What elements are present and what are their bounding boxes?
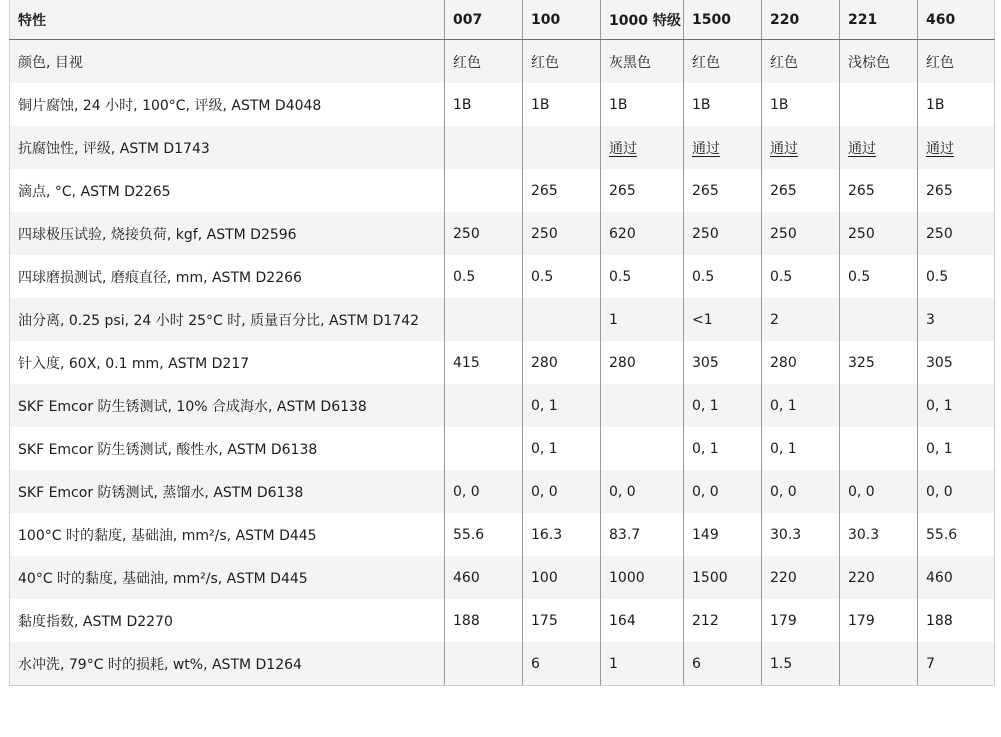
value-cell: 83.7 [601,513,684,556]
value-cell: 0, 1 [523,427,601,470]
value-cell: 415 [445,341,523,384]
header-row [10,0,995,40]
value-cell: 红色 [684,40,762,84]
value-cell: <1 [684,298,762,341]
value-cell: 红色 [918,40,995,84]
value-cell [445,126,523,169]
value-cell: 1B [445,83,523,126]
value-cell: 1 [601,642,684,686]
table-row [10,427,995,470]
value-cell [445,384,523,427]
value-cell: 浅棕色 [840,40,918,84]
value-cell: 220 [762,556,840,599]
value-cell [840,298,918,341]
value-cell [445,169,523,212]
table-row [10,642,995,686]
value-cell: 通过 [840,126,918,169]
value-cell [601,384,684,427]
value-cell: 0, 0 [840,470,918,513]
value-cell [445,642,523,686]
value-cell: 0.5 [523,255,601,298]
value-cell: 620 [601,212,684,255]
value-cell: 250 [684,212,762,255]
value-cell: 55.6 [918,513,995,556]
property-cell: 铜片腐蚀, 24 小时, 100°C, 评级, ASTM D4048 [10,83,445,126]
value-cell: 250 [445,212,523,255]
value-cell: 0.5 [918,255,995,298]
table-row [10,599,995,642]
header-grade: 1000 特级 [601,0,684,40]
value-cell [523,298,601,341]
value-cell: 0, 0 [601,470,684,513]
value-cell: 通过 [601,126,684,169]
value-cell: 280 [601,341,684,384]
value-cell: 0.5 [840,255,918,298]
value-cell: 164 [601,599,684,642]
value-cell: 0.5 [762,255,840,298]
value-cell [601,427,684,470]
value-cell: 0, 0 [523,470,601,513]
value-cell: 175 [523,599,601,642]
header-property: 特性 [10,0,445,40]
value-cell: 179 [762,599,840,642]
value-cell: 30.3 [762,513,840,556]
value-cell: 250 [840,212,918,255]
property-cell: 抗腐蚀性, 评级, ASTM D1743 [10,126,445,169]
header-grade: 221 [840,0,918,40]
value-cell: 0, 1 [684,427,762,470]
property-cell: 水冲洗, 79°C 时的损耗, wt%, ASTM D1264 [10,642,445,686]
value-cell: 0, 0 [684,470,762,513]
value-cell: 1B [918,83,995,126]
value-cell: 7 [918,642,995,686]
table-row [10,470,995,513]
value-cell: 460 [445,556,523,599]
value-cell: 0, 1 [918,384,995,427]
table-body [10,40,995,686]
value-cell: 0, 1 [762,427,840,470]
value-cell [445,298,523,341]
value-cell: 305 [918,341,995,384]
value-cell: 0.5 [445,255,523,298]
table-row [10,298,995,341]
value-cell: 265 [684,169,762,212]
value-cell: 188 [445,599,523,642]
value-cell: 460 [918,556,995,599]
value-cell: 265 [840,169,918,212]
property-cell: 四球极压试验, 烧接负荷, kgf, ASTM D2596 [10,212,445,255]
header-grade: 1500 [684,0,762,40]
value-cell: 265 [601,169,684,212]
value-cell: 1B [684,83,762,126]
value-cell: 1.5 [762,642,840,686]
value-cell: 0, 0 [918,470,995,513]
property-cell: 黏度指数, ASTM D2270 [10,599,445,642]
value-cell [840,642,918,686]
table-row [10,384,995,427]
value-cell: 100 [523,556,601,599]
value-cell: 1B [762,83,840,126]
table-row [10,255,995,298]
table-row [10,513,995,556]
value-cell: 265 [523,169,601,212]
header-grade: 007 [445,0,523,40]
property-cell: SKF Emcor 防生锈测试, 酸性水, ASTM D6138 [10,427,445,470]
value-cell: 1B [523,83,601,126]
property-cell: 颜色, 目视 [10,40,445,84]
property-cell: SKF Emcor 防锈测试, 蒸馏水, ASTM D6138 [10,470,445,513]
value-cell: 通过 [918,126,995,169]
value-cell: 通过 [684,126,762,169]
table-header [10,0,995,40]
value-cell: 149 [684,513,762,556]
value-cell: 0.5 [684,255,762,298]
table-row [10,212,995,255]
value-cell: 265 [918,169,995,212]
header-grade: 220 [762,0,840,40]
value-cell: 灰黑色 [601,40,684,84]
value-cell [523,126,601,169]
value-cell: 55.6 [445,513,523,556]
property-cell: 40°C 时的黏度, 基础油, mm²/s, ASTM D445 [10,556,445,599]
value-cell: 220 [840,556,918,599]
table-row [10,40,995,84]
value-cell: 280 [523,341,601,384]
property-cell: 针入度, 60X, 0.1 mm, ASTM D217 [10,341,445,384]
property-cell: 四球磨损测试, 磨痕直径, mm, ASTM D2266 [10,255,445,298]
value-cell: 188 [918,599,995,642]
value-cell: 通过 [762,126,840,169]
property-cell: 油分离, 0.25 psi, 24 小时 25°C 时, 质量百分比, ASTM D1742 [10,298,445,341]
table-row [10,556,995,599]
value-cell: 250 [523,212,601,255]
value-cell: 212 [684,599,762,642]
properties-table [9,0,995,686]
value-cell: 1500 [684,556,762,599]
value-cell: 6 [523,642,601,686]
value-cell [445,427,523,470]
value-cell [840,384,918,427]
value-cell: 1000 [601,556,684,599]
value-cell: 0, 1 [684,384,762,427]
header-grade: 460 [918,0,995,40]
value-cell: 16.3 [523,513,601,556]
value-cell: 325 [840,341,918,384]
value-cell: 250 [918,212,995,255]
value-cell: 2 [762,298,840,341]
value-cell [840,83,918,126]
value-cell: 红色 [445,40,523,84]
value-cell: 305 [684,341,762,384]
table-row [10,341,995,384]
value-cell: 280 [762,341,840,384]
value-cell: 1 [601,298,684,341]
table-row [10,83,995,126]
table-row [10,169,995,212]
value-cell: 红色 [762,40,840,84]
property-cell: 滴点, °C, ASTM D2265 [10,169,445,212]
value-cell: 0, 1 [762,384,840,427]
value-cell: 6 [684,642,762,686]
value-cell: 250 [762,212,840,255]
value-cell: 0, 0 [762,470,840,513]
property-cell: SKF Emcor 防生锈测试, 10% 合成海水, ASTM D6138 [10,384,445,427]
value-cell: 3 [918,298,995,341]
properties-table-container [9,0,992,686]
value-cell: 0, 1 [523,384,601,427]
value-cell: 红色 [523,40,601,84]
value-cell: 30.3 [840,513,918,556]
value-cell [840,427,918,470]
value-cell: 0, 0 [445,470,523,513]
value-cell: 179 [840,599,918,642]
value-cell: 1B [601,83,684,126]
value-cell: 0, 1 [918,427,995,470]
property-cell: 100°C 时的黏度, 基础油, mm²/s, ASTM D445 [10,513,445,556]
value-cell: 0.5 [601,255,684,298]
value-cell: 265 [762,169,840,212]
header-grade: 100 [523,0,601,40]
table-row [10,126,995,169]
